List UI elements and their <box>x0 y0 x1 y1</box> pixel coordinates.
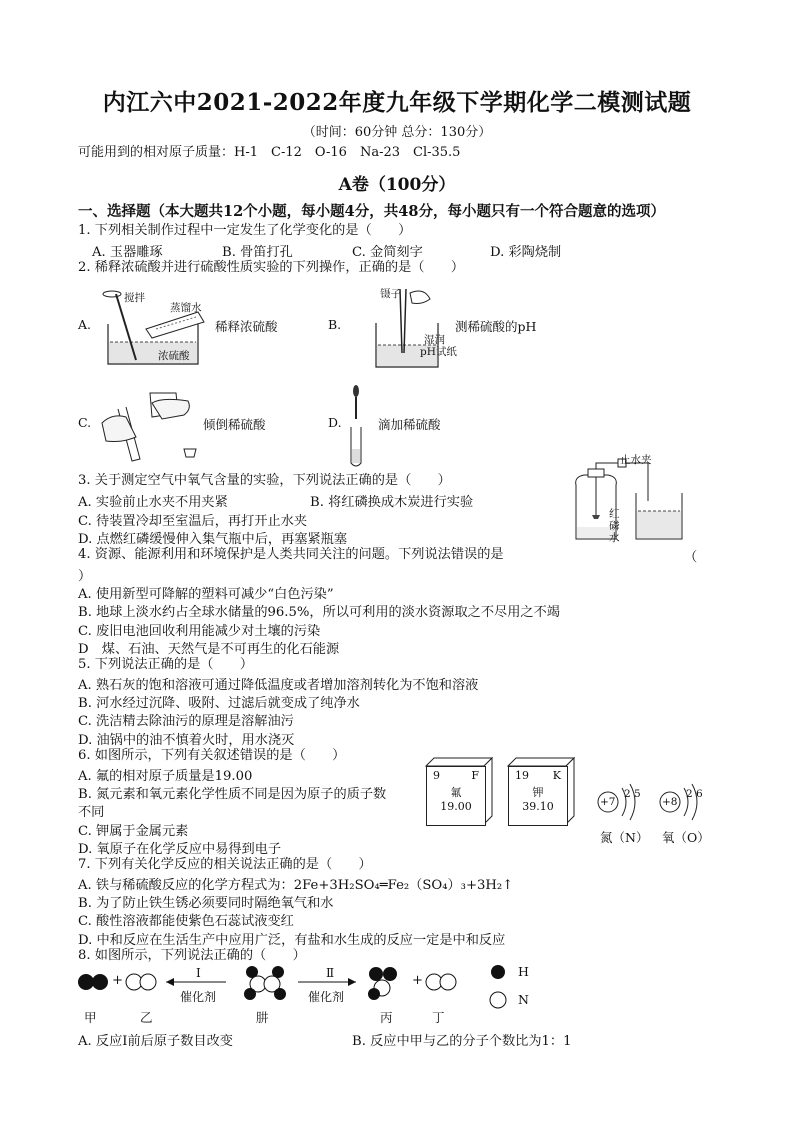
q6-option-a: A. 氟的相对原子质量是19.00 <box>78 769 253 784</box>
plus-sign-1: + <box>112 973 124 988</box>
fluorine-number: 9 <box>433 769 440 782</box>
reaction-2-label: Ⅱ <box>326 966 335 980</box>
reaction-1-label: Ⅰ <box>196 966 201 980</box>
oxygen-label: 氧（O） <box>662 830 710 845</box>
nitrogen-shells: 2 5 <box>624 788 641 800</box>
q3-red-label: 红 <box>609 508 620 520</box>
q3-option-c: C. 待装置冷却至室温后，再打开止水夹 <box>78 514 308 529</box>
section-heading: 一、选择题（本大题共12个小题，每小题4分，共48分，每小题只有一个符合题意的选项） <box>78 203 665 220</box>
legend-figure <box>486 962 510 1012</box>
reaction-diagram <box>76 962 536 1012</box>
nitrogen-core: +7 <box>600 796 616 808</box>
q2-option-b-letter: B. <box>328 317 342 332</box>
dilution-figure <box>96 284 216 370</box>
q4-option-c: C. 废旧电池回收利用能减少对土壤的污染 <box>78 624 321 639</box>
q7-option-b: B. 为了防止铁生锈必须要同时隔绝氧气和水 <box>78 896 334 911</box>
label-ding: 丁 <box>432 1010 445 1025</box>
q4-option-d: D 煤、石油、天然气是不可再生的化石能源 <box>78 642 340 657</box>
q4-paren-close: ） <box>78 569 92 584</box>
q2-option-a-letter: A. <box>78 317 92 332</box>
fluorine-symbol: F <box>471 769 479 782</box>
q3-option-a: A. 实验前止水夹不用夹紧 <box>78 495 228 510</box>
q1-option-b: B. 骨笛打孔 <box>222 245 293 260</box>
q2-water-label: 蒸馏水 <box>170 302 202 314</box>
fluorine-mass: 19.00 <box>440 800 472 813</box>
q3-option-d: D. 点燃红磷缓慢伸入集气瓶中后，再塞紧瓶塞 <box>78 532 348 547</box>
potassium-mass: 39.10 <box>522 800 554 813</box>
label-bing: 丙 <box>380 1010 393 1025</box>
q6-option-c: C. 钾属于金属元素 <box>78 824 189 839</box>
q3-stem: 3. 关于测定空气中氧气含量的实验，下列说法正确的是（ ） <box>78 473 451 488</box>
q2-stir-label: 搅拌 <box>124 292 145 304</box>
q5-option-b: B. 河水经过沉降、吸附、过滤后就变成了纯净水 <box>78 696 360 711</box>
potassium-cell <box>508 766 568 826</box>
q1-stem: 1. 下列相关制作过程中一定发生了化学变化的是（ ） <box>78 223 412 238</box>
q8-option-b: B. 反应中甲与乙的分子个数比为1：1 <box>352 1034 572 1049</box>
volume-heading: A卷（100分） <box>338 175 456 195</box>
q6-option-b-line1: B. 氮元素和氧元素化学性质不同是因为原子的质子数 <box>78 787 387 802</box>
q2-stem: 2. 稀释浓硫酸并进行硫酸性质实验的下列操作，正确的是（ ） <box>78 260 465 275</box>
fluorine-name: 氟 <box>450 786 462 799</box>
q4-option-b: B. 地球上淡水约占全球水储量的96.5%，所以可利用的淡水资源取之不尽用之不竭 <box>78 605 560 620</box>
potassium-number: 19 <box>515 769 529 782</box>
q2-option-c-text: 倾倒稀硫酸 <box>203 417 266 432</box>
q7-option-d: D. 中和反应在生活生产中应用广泛，有盐和水生成的反应一定是中和反应 <box>78 933 506 948</box>
pouring-figure <box>92 383 204 469</box>
nitrogen-label: 氮（N） <box>600 830 649 845</box>
potassium-symbol: K <box>552 769 561 782</box>
q1-option-c: C. 金简刻字 <box>352 245 423 260</box>
q7-option-c: C. 酸性溶液都能使紫色石蕊试液变红 <box>78 914 294 929</box>
q7-stem: 7. 下列有关化学反应的相关说法正确的是（ ） <box>78 857 372 872</box>
q3-water-label: 水 <box>609 532 620 544</box>
q3-option-b: B. 将红磷换成木炭进行实验 <box>310 495 474 510</box>
q5-stem: 5. 下列说法正确的是（ ） <box>78 657 254 672</box>
q8-stem: 8. 如图所示，下列说法正确的（ ） <box>78 948 306 963</box>
q2-wet-label: 湿润 <box>424 334 445 346</box>
legend-h: H <box>518 964 529 979</box>
q3-lin-label: 磷 <box>609 520 620 532</box>
q6-stem: 6. 如图所示，下列有关叙述错误的是（ ） <box>78 748 346 763</box>
q1-option-d: D. 彩陶烧制 <box>490 245 562 260</box>
exam-time: （时间：60分钟 总分：130分） <box>302 125 492 140</box>
q6-option-d: D. 氧原子在化学反应中易得到电子 <box>78 842 282 857</box>
q2-tweezer-label: 镊子 <box>380 288 401 300</box>
page-title: 内江六中2021-2022年度九年级下学期化学二模测试题 <box>102 89 692 116</box>
q2-paper-label: pH试纸 <box>420 346 457 358</box>
q5-option-d: D. 油锅中的油不慎着火时，用水浇灭 <box>78 733 295 748</box>
q2-option-b-text: 测稀硫酸的pH <box>455 319 537 334</box>
q6-option-b-line2: 不同 <box>78 805 105 820</box>
label-jing: 肼 <box>256 1010 269 1025</box>
q4-option-a: A. 使用新型可降解的塑料可减少“白色污染” <box>78 587 334 602</box>
q2-option-d-letter: D. <box>328 415 342 430</box>
q2-option-c-letter: C. <box>78 415 92 430</box>
q8-option-a: A. 反应Ⅰ前后原子数目改变 <box>78 1034 233 1049</box>
q5-option-a: A. 熟石灰的饱和溶液可通过降低温度或者增加溶剂转化为不饱和溶液 <box>78 678 479 693</box>
q5-option-c: C. 洗洁精去除油污的原理是溶解油污 <box>78 714 294 729</box>
oxygen-core: +8 <box>662 796 678 808</box>
catalyst-2-label: 催化剂 <box>308 990 345 1004</box>
legend-n: N <box>518 992 529 1007</box>
q4-paren-open: （ <box>684 550 698 565</box>
q1-option-a: A. 玉器雕琢 <box>92 245 163 260</box>
label-yi: 乙 <box>140 1010 153 1025</box>
q2-acid-label: 浓硫酸 <box>158 350 190 362</box>
q4-stem: 4. 资源、能源利用和环境保护是人类共同关注的问题。下列说法错误的是 <box>78 547 504 562</box>
catalyst-1-label: 催化剂 <box>180 990 217 1004</box>
q2-option-d-text: 滴加稀硫酸 <box>378 417 441 432</box>
atomic-masses: 可能用到的相对原子质量：H-1 C-12 O-16 Na-23 Cl-35.5 <box>78 145 461 160</box>
potassium-name: 钾 <box>532 786 544 799</box>
q7-option-a: A. 铁与稀硫酸反应的化学方程式为：2Fe+3H₂SO₄═Fe₂（SO₄）₃+3H₂↑ <box>78 878 514 893</box>
q3-clip-label: 止水夹 <box>620 454 652 466</box>
q2-option-a-text: 稀释浓硫酸 <box>215 319 278 334</box>
plus-sign-2: + <box>412 973 424 988</box>
fluorine-cell <box>426 766 486 826</box>
oxygen-shells: 2 6 <box>686 788 703 800</box>
dropper-figure <box>346 383 376 471</box>
label-jia: 甲 <box>84 1010 97 1025</box>
